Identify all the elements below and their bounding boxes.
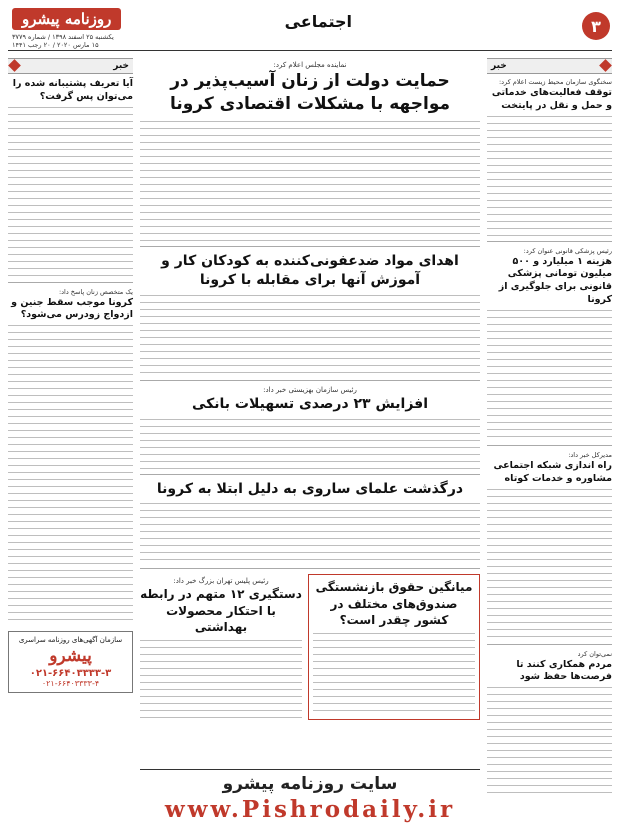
main-column xyxy=(140,58,480,829)
news-tab-right xyxy=(487,58,612,74)
article-text xyxy=(140,503,480,563)
article-text xyxy=(487,687,612,797)
story-kicker: سخنگوی سازمان محیط زیست اعلام کرد: xyxy=(498,78,612,86)
issue-date-line-2: ۱۵ مارس ۲۰۲۰ / ۲۰ رجب ۱۴۴۱ xyxy=(12,41,99,50)
story-headline: درگذشت علمای ساروی به دلیل ابتلا به کرونا xyxy=(156,480,464,497)
story-headline: آیا تعریف پشتیبانه شده را می‌توان پس گرفت؟ xyxy=(12,78,133,102)
tab-label: خبر xyxy=(491,61,507,71)
ad-phone: ۰۲۱-۶۶۴۰۳۳۳۳-۴ xyxy=(41,679,100,689)
article-text xyxy=(140,121,480,241)
article-text xyxy=(8,325,133,625)
article-text xyxy=(487,310,612,440)
story-headline: اهدای مواد ضدعفونی‌کننده به کودکان کار و آموزش آنها برای مقابله با کرونا xyxy=(161,252,459,288)
lead-headline: حمایت دولت از زنان آسیب‌پذیر در مواجهه با مشکلات اقتصادی کرونا xyxy=(169,71,451,114)
police-story xyxy=(140,574,302,720)
story-headline: میانگین حقوق بازنشستگی صندوق‌های مختلف در کشور چقدر است؟ xyxy=(315,580,473,627)
site-url[interactable]: www.Pishrodaily.ir xyxy=(164,796,456,823)
site-label: سایت روزنامه پیشرو xyxy=(140,769,480,794)
story-kicker: یک متخصص زنان پاسخ داد: xyxy=(58,287,133,296)
story-headline: هزینه ۱ میلیارد و ۵۰۰ میلیون تومانی پزشکی قانونی برای جلوگیری از کرونا xyxy=(498,255,612,306)
issue-date-line-1: یکشنبه ۲۵ اسفند ۱۳۹۸ / شماره ۳۷۷۹ xyxy=(12,33,114,41)
lead-kicker: نماینده مجلس اعلام کرد: xyxy=(273,61,347,69)
site-footer xyxy=(140,769,480,829)
ad-brand: پیشرو xyxy=(49,646,92,667)
tab-label: خبر xyxy=(113,61,129,71)
article-text xyxy=(140,295,480,375)
diamond-icon xyxy=(599,59,612,72)
brand-block xyxy=(12,8,172,50)
masthead xyxy=(8,6,612,51)
article-text xyxy=(140,640,302,720)
left-column xyxy=(8,58,133,829)
article-text xyxy=(8,107,133,277)
story-headline: توقف فعالیت‌های خدماتی و حمل و نقل در پایتخت xyxy=(491,87,612,111)
story-headline: کرونا موجب سقط جنین و ازدواج زودرس می‌شود؟ xyxy=(11,296,133,321)
brand-logo: روزنامه پیشرو xyxy=(12,8,121,30)
story-kicker: نمی‌توان کرد xyxy=(577,649,612,658)
story-kicker: رئیس پزشکی قانونی عنوان کرد: xyxy=(523,246,612,255)
news-tab-left xyxy=(8,58,133,74)
article-text xyxy=(313,633,475,713)
story-kicker: رئیس پلیس تهران بزرگ خبر داد: xyxy=(173,577,269,586)
bottom-stories xyxy=(140,574,480,720)
story-headline: دستگیری ۱۲ متهم در رابطه با احتکار محصولات بهداشتی xyxy=(140,587,302,634)
right-column xyxy=(487,58,612,829)
issue-date xyxy=(12,33,172,50)
story-kicker: رئیس سازمان بهزیستی خبر داد: xyxy=(263,385,357,394)
pension-box xyxy=(308,574,480,720)
page-number: ۳ xyxy=(582,12,610,40)
story-headline: راه اندازی شبکه اجتماعی مشاوره و خدمات کوتاه xyxy=(493,459,612,484)
story-headline: مردم همکاری کنند تا فرصت‌ها حفظ شود xyxy=(516,658,612,683)
article-text xyxy=(140,419,480,469)
story-kicker: مدیرکل خبر داد: xyxy=(568,450,612,459)
diamond-icon xyxy=(8,59,21,72)
article-text xyxy=(487,116,612,236)
story-headline: افزایش ۲۳ درصدی تسهیلات بانکی xyxy=(191,395,429,412)
ad-phone: ۰۲۱-۶۶۴۰۳۳۳۳-۳ xyxy=(29,668,112,680)
article-text xyxy=(487,489,612,639)
ad-box xyxy=(8,631,133,693)
section-title: اجتماعی xyxy=(284,12,352,31)
ad-label: سازمان آگهی‌های روزنامه سراسری xyxy=(18,636,123,645)
